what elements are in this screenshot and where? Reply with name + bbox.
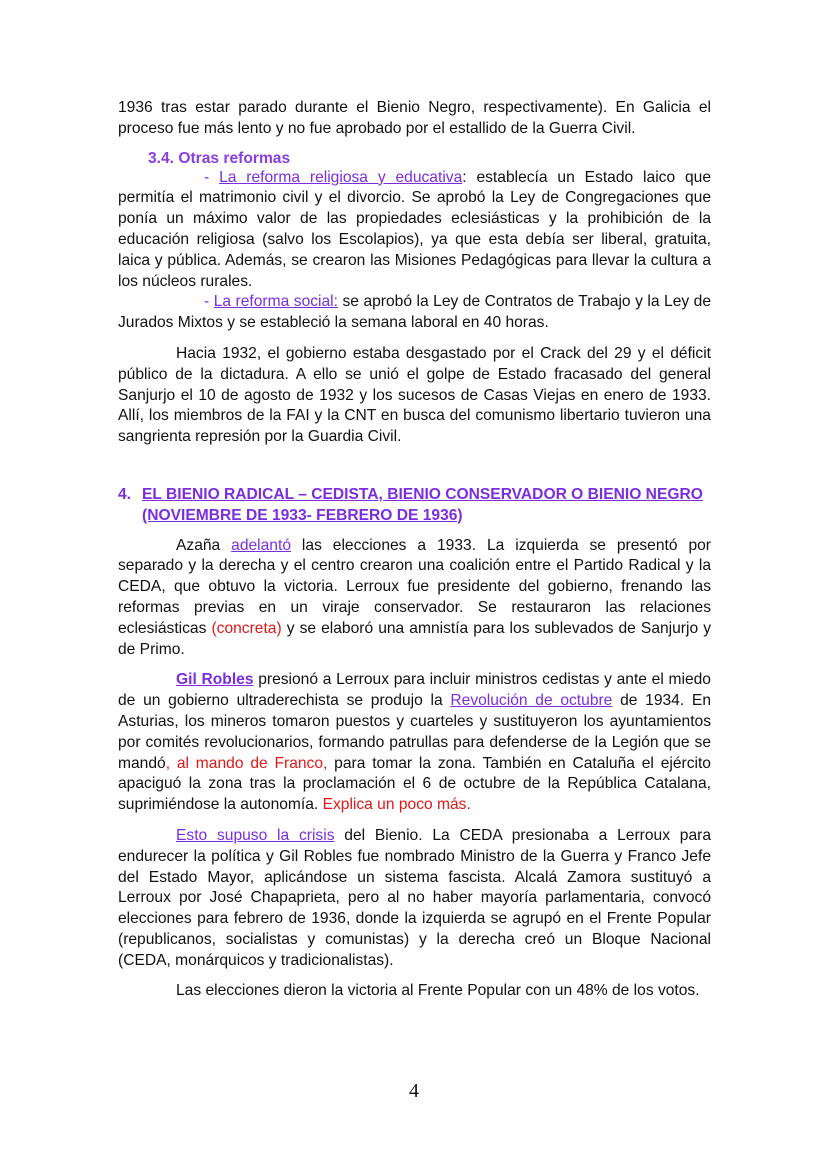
section-4-title: EL BIENIO RADICAL – CEDISTA, BIENIO CONSERVADOR O BIENIO NEGRO (NOVIEMBRE DE 1933- FEBRERO DE 1936) [142, 485, 703, 524]
document-body [118, 98, 711, 1002]
elections-1936-paragraph: Las elecciones dieron la victoria al Frente Popular con un 48% de los votos. [176, 982, 700, 1000]
p1-text-c: y se elaboró una amnistía para los sublevados de Sanjurjo y de Primo. [118, 619, 711, 658]
p1-text-b: las elecciones a 1933. La izquierda se presentó por separado y la derecha y el centro crearon una coalición entre el Partido Radical y la CEDA, que obtuvo la victoria. Lerroux fue presidente del gobierno, frenando las reformas previas en un viraje conservador. Se restauraron las relaciones eclesiásticas [118, 536, 711, 637]
p3-text: del Bienio. La CEDA presionaba a Lerroux para endurecer la política y Gil Robles fue nombrado Ministro de la Guerra y Franco Jefe del Estado Mayor, aplicándose un sistema fascista. Alcalá Zamora sustituyó a Lerroux por José Chapaprieta, pero al no haber mayoría parlamentaria, convocó elecciones para febrero de 1936, donde la izquierda se agrupó en el Frente Popular (republicanos, socialistas y comunistas) y la derecha creó un Bloque Nacional (CEDA, monárquicos y tradicionalistas). [118, 826, 711, 969]
explica-note: Explica un poco más. [322, 796, 471, 814]
social-reform-paragraph [118, 292, 711, 334]
gil-robles-link[interactable]: Gil Robles [176, 671, 254, 689]
section-3-4-heading: 3.4. Otras reformas [148, 149, 291, 167]
section-4-heading [118, 485, 711, 527]
franco-note: , al mando de Franco, [165, 754, 328, 772]
p2-text-a: presionó a Lerroux para incluir ministros cedistas y ante el miedo de un gobierno ultraderechista se produjo la [118, 671, 711, 710]
page-number: 4 [409, 1080, 419, 1102]
intro-line-2: proceso fue más lento y no fue aprobado por el estallido de la Guerra Civil. [118, 119, 636, 137]
social-reform-text: se aprobó la Ley de Contratos de Trabajo y la Ley de Jurados Mixtos y se estableció la semana laboral en 40 horas. [118, 293, 712, 332]
p1-text-a: Azaña [176, 536, 232, 554]
religious-reform-paragraph [118, 168, 711, 293]
p2-text-c: para tomar la zona. También en Cataluña el ejército apaciguó la zona tras la proclamación el 6 de octubre de la República Catalana, suprimiéndose la autonomía. [118, 754, 711, 814]
intro-line-1: 1936 tras estar parado durante el Bienio Negro, respectivamente). En Galicia el [118, 99, 711, 116]
dash-2: - [204, 293, 214, 311]
crisis-paragraph [118, 826, 711, 972]
religious-reform-link[interactable]: La reforma religiosa y educativa [219, 168, 463, 186]
section-4-number: 4. [118, 485, 132, 503]
social-reform-link[interactable]: La reforma social: [213, 293, 338, 311]
elections-1933-paragraph [118, 536, 711, 661]
revolution-link[interactable]: Revolución de octubre [450, 692, 613, 710]
p2-text-b: de 1934. En Asturias, los mineros tomaron puestos y cuarteles y sustituyeron los ayuntamientos por comités revolucionarios, formando patrullas para defenderse de la Legión que se mandó [118, 692, 711, 772]
crisis-1932-paragraph: Hacia 1932, el gobierno estaba desgastado por el Crack del 29 y el déficit público de la dictadura. A ello se unió el golpe de Estado fracasado del general Sanjurjo el 10 de agosto de 1932 y los sucesos de Casas Viejas en enero de 1933. Allí, los miembros de la FAI y la CNT en busca del comunismo libertario tuvieron una sangrienta represión por la Guardia Civil. [118, 344, 711, 446]
revolution-paragraph [118, 670, 711, 816]
religious-reform-text: : establecía un Estado laico que permitía el matrimonio civil y el divorcio. Se aprobó la Ley de Congregaciones que ponía un máximo valor de las propiedades eclesiásticas y la prohibición de la educación religiosa (salvo los Escolapios), ya que esta debía ser liberal, gratuita, laica y pública. Además, se crearon las Misiones Pedagógicas para llevar la cultura a los núcleos rurales. [118, 168, 712, 290]
concreta-note: (concreta) [211, 619, 282, 637]
crisis-link[interactable]: Esto supuso la crisis [176, 826, 335, 844]
adelanto-link[interactable]: adelantó [231, 536, 291, 554]
dash-1: - [204, 168, 220, 186]
